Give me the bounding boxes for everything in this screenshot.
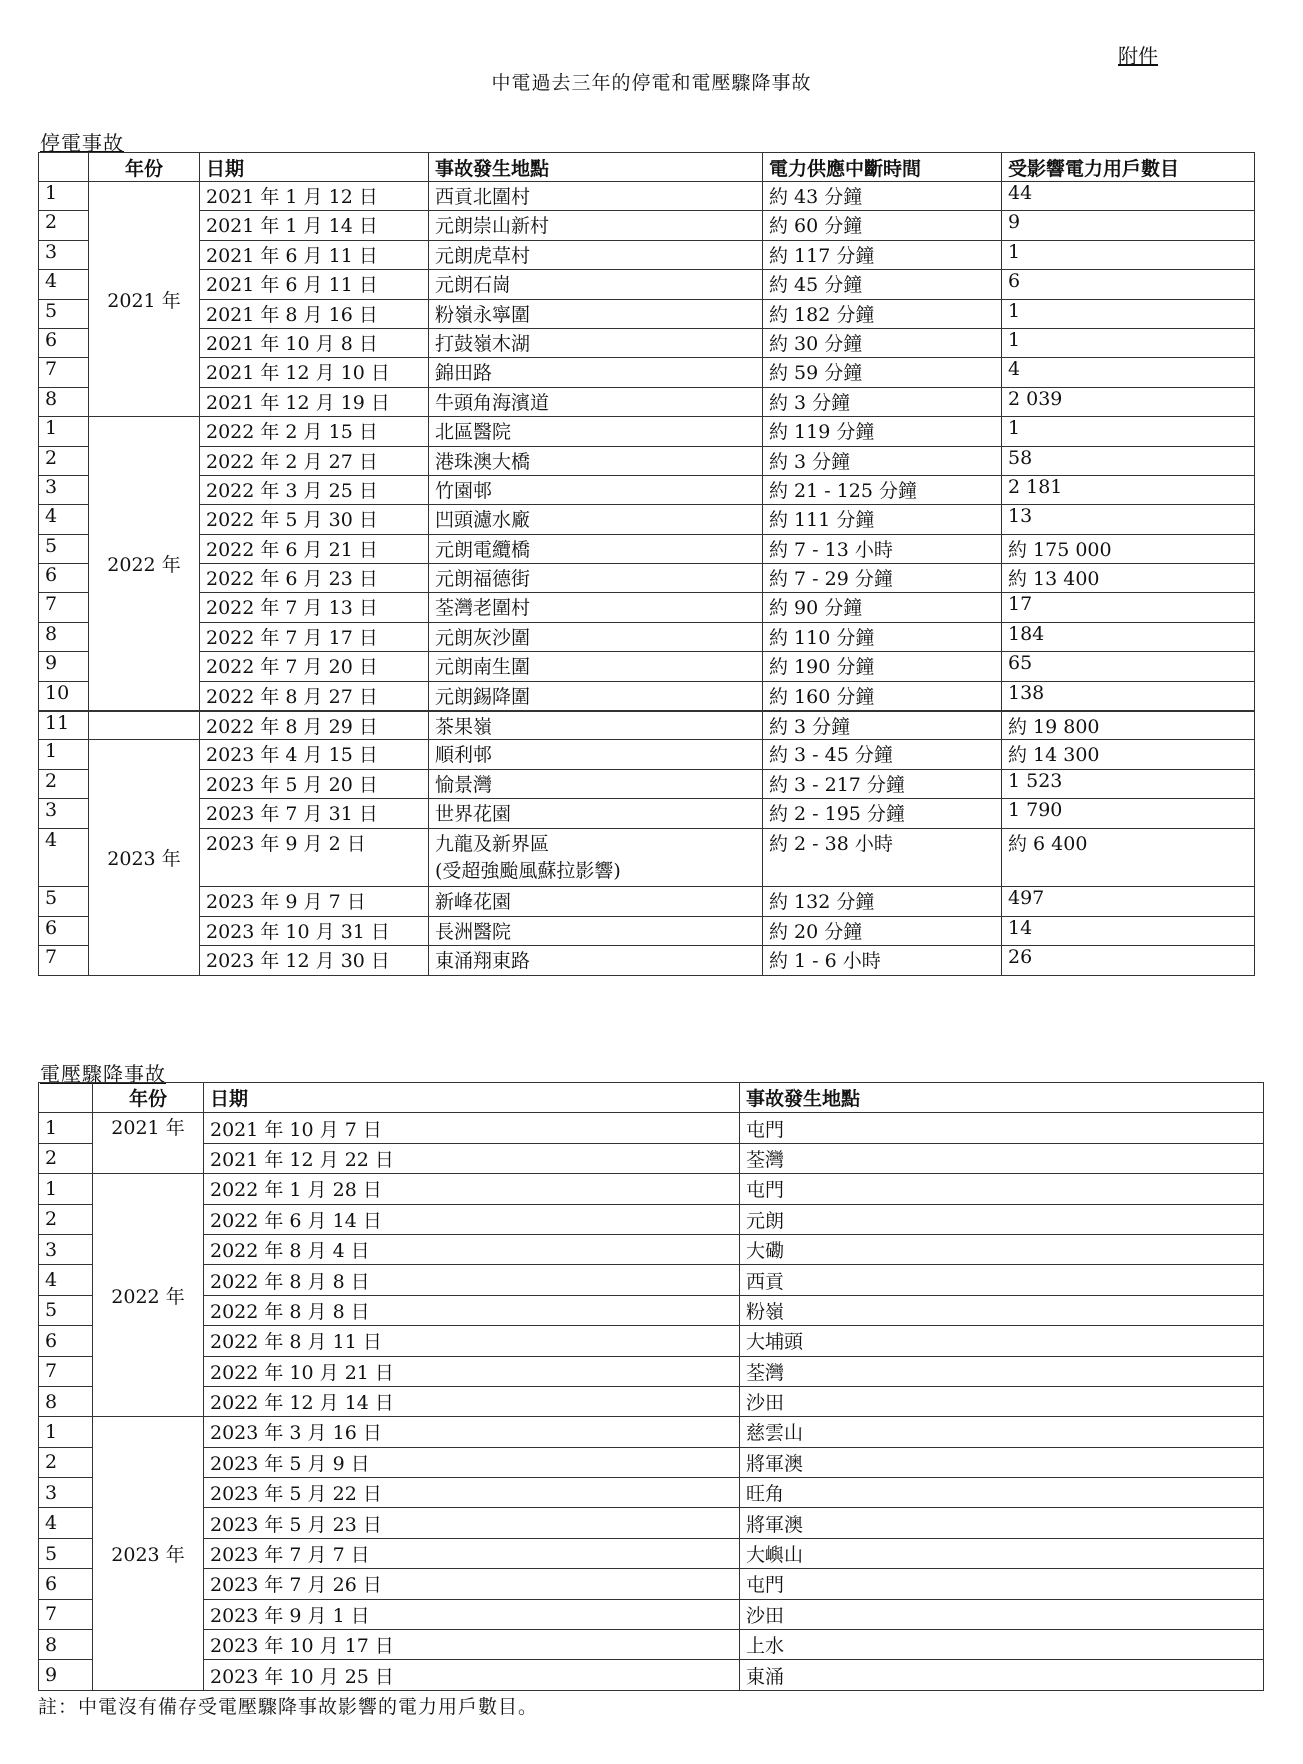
document-title: 中電過去三年的停電和電壓驟降事故 <box>491 72 812 94</box>
outage-year-cell: 2023 年 <box>89 740 200 975</box>
outage-location-text: 牛頭角海濱道 <box>435 391 550 414</box>
outage-location-text: 東涌翔東路 <box>435 950 531 973</box>
outage-location <box>429 328 763 357</box>
dip-row-number: 8 <box>39 1630 93 1660</box>
outage-row <box>39 681 1255 710</box>
outage-customers: 4 <box>1002 358 1255 387</box>
outage-location <box>429 593 763 622</box>
outage-section-title: 停電事故 <box>40 131 124 155</box>
outage-duration: 約 182 分鐘 <box>763 299 1002 328</box>
outage-row <box>39 358 1255 387</box>
outage-row-number: 1 <box>39 740 89 769</box>
dip-row <box>39 1447 1264 1477</box>
outage-customers: 26 <box>1002 946 1255 975</box>
outage-location <box>429 417 763 446</box>
dip-row <box>39 1599 1264 1629</box>
outage-location <box>429 916 763 945</box>
outage-row-number: 3 <box>39 240 89 269</box>
outage-date: 2022 年 7 月 17 日 <box>200 622 429 651</box>
outage-customers: 497 <box>1002 887 1255 916</box>
outage-row-number: 6 <box>39 564 89 593</box>
dip-date: 2022 年 8 月 8 日 <box>204 1295 740 1325</box>
outage-location <box>429 652 763 681</box>
outage-row-number: 1 <box>39 417 89 446</box>
outage-row <box>39 211 1255 240</box>
dip-date: 2023 年 3 月 16 日 <box>204 1417 740 1447</box>
outage-row-number: 6 <box>39 916 89 945</box>
outage-location-text: 港珠澳大橋 <box>435 450 531 473</box>
dip-row-number: 8 <box>39 1386 93 1416</box>
outage-duration: 約 3 - 217 分鐘 <box>763 769 1002 798</box>
outage-row <box>39 711 1255 740</box>
outage-duration: 約 190 分鐘 <box>763 652 1002 681</box>
outage-duration: 約 43 分鐘 <box>763 182 1002 211</box>
outage-row-number: 4 <box>39 270 89 299</box>
voltage-dip-table <box>38 1082 1264 1691</box>
outage-date: 2022 年 8 月 29 日 <box>200 711 429 740</box>
outage-date: 2023 年 9 月 7 日 <box>200 887 429 916</box>
outage-location <box>429 534 763 563</box>
outage-date: 2022 年 8 月 27 日 <box>200 681 429 710</box>
dip-date: 2022 年 12 月 14 日 <box>204 1386 740 1416</box>
outage-customers: 44 <box>1002 182 1255 211</box>
outage-date: 2021 年 8 月 16 日 <box>200 299 429 328</box>
outage-row <box>39 387 1255 416</box>
outage-location <box>429 887 763 916</box>
outage-row <box>39 799 1255 828</box>
dip-location: 將軍澳 <box>740 1508 1264 1538</box>
dip-row-number: 3 <box>39 1234 93 1264</box>
outage-row-number: 9 <box>39 652 89 681</box>
dip-row <box>39 1234 1264 1264</box>
dip-row <box>39 1295 1264 1325</box>
outage-row-number: 8 <box>39 387 89 416</box>
outage-row-number: 6 <box>39 328 89 357</box>
outage-date: 2023 年 5 月 20 日 <box>200 769 429 798</box>
outage-location-text: 粉嶺永寧圍 <box>435 303 531 326</box>
outage-row <box>39 564 1255 593</box>
dip-row-number: 3 <box>39 1478 93 1508</box>
outage-location-text: 世界花園 <box>435 803 512 826</box>
outage-date: 2023 年 4 月 15 日 <box>200 740 429 769</box>
outage-location-text: 元朗虎草村 <box>435 244 531 267</box>
dip-row <box>39 1174 1264 1204</box>
outage-location <box>429 358 763 387</box>
outage-row-number: 1 <box>39 182 89 211</box>
dip-row <box>39 1204 1264 1234</box>
dip-row <box>39 1508 1264 1538</box>
outage-location-text: 順利邨 <box>435 744 493 767</box>
outage-duration: 約 59 分鐘 <box>763 358 1002 387</box>
outage-customers: 1 <box>1002 240 1255 269</box>
dip-location: 元朗 <box>740 1204 1264 1234</box>
outage-location <box>429 299 763 328</box>
outage-duration: 約 30 分鐘 <box>763 328 1002 357</box>
outage-location-text: 凹頭濾水廠 <box>435 509 531 532</box>
footnote: 註：中電沒有備存受電壓驟降事故影響的電力用戶數目。 <box>38 1696 539 1718</box>
outage-customers: 65 <box>1002 652 1255 681</box>
outage-row <box>39 299 1255 328</box>
dip-row-number: 4 <box>39 1265 93 1295</box>
dip-header-year: 年份 <box>93 1083 204 1113</box>
dip-location: 大磡 <box>740 1234 1264 1264</box>
outage-date: 2022 年 6 月 21 日 <box>200 534 429 563</box>
dip-row <box>39 1113 1264 1143</box>
outage-date: 2021 年 6 月 11 日 <box>200 240 429 269</box>
dip-date: 2022 年 8 月 4 日 <box>204 1234 740 1264</box>
outage-table <box>38 152 1255 976</box>
dip-row-number: 2 <box>39 1204 93 1234</box>
outage-customers: 1 790 <box>1002 799 1255 828</box>
outage-location-text: 元朗石崗 <box>435 274 512 297</box>
dip-date: 2023 年 9 月 1 日 <box>204 1599 740 1629</box>
outage-location <box>429 387 763 416</box>
outage-row-number: 3 <box>39 799 89 828</box>
outage-date: 2022 年 7 月 20 日 <box>200 652 429 681</box>
outage-row <box>39 446 1255 475</box>
dip-row-number: 4 <box>39 1508 93 1538</box>
outage-row-number: 7 <box>39 946 89 975</box>
outage-location <box>429 475 763 504</box>
outage-row <box>39 622 1255 651</box>
outage-location-text: 元朗錫降圍 <box>435 685 531 708</box>
dip-row-number: 5 <box>39 1538 93 1568</box>
dip-row <box>39 1386 1264 1416</box>
outage-row <box>39 593 1255 622</box>
outage-date: 2023 年 10 月 31 日 <box>200 916 429 945</box>
dip-header-date: 日期 <box>204 1083 740 1113</box>
outage-customers: 2 039 <box>1002 387 1255 416</box>
outage-row <box>39 652 1255 681</box>
outage-year-cell <box>89 711 200 740</box>
dip-row-number: 1 <box>39 1113 93 1143</box>
outage-location <box>429 799 763 828</box>
outage-duration: 約 117 分鐘 <box>763 240 1002 269</box>
outage-row-number: 5 <box>39 887 89 916</box>
outage-customers: 1 <box>1002 299 1255 328</box>
dip-date: 2022 年 6 月 14 日 <box>204 1204 740 1234</box>
outage-date: 2022 年 6 月 23 日 <box>200 564 429 593</box>
dip-location: 屯門 <box>740 1113 1264 1143</box>
outage-date: 2022 年 2 月 15 日 <box>200 417 429 446</box>
outage-row-number: 2 <box>39 211 89 240</box>
outage-location-text: 愉景灣 <box>435 773 493 796</box>
outage-location-text: 元朗灰沙圍 <box>435 626 531 649</box>
dip-date: 2023 年 10 月 17 日 <box>204 1630 740 1660</box>
outage-location <box>429 564 763 593</box>
dip-header-no <box>39 1083 93 1113</box>
dip-location: 西貢 <box>740 1265 1264 1295</box>
voltage-dip-section-title: 電壓驟降事故 <box>40 1062 166 1086</box>
outage-row-number: 10 <box>39 681 89 710</box>
outage-location <box>429 946 763 975</box>
outage-row <box>39 946 1255 975</box>
annex-label: 附件 <box>1118 44 1158 68</box>
dip-row-number: 5 <box>39 1295 93 1325</box>
outage-date: 2022 年 2 月 27 日 <box>200 446 429 475</box>
dip-row <box>39 1630 1264 1660</box>
dip-row-number: 7 <box>39 1599 93 1629</box>
outage-row-number: 4 <box>39 828 89 887</box>
outage-location <box>429 681 763 710</box>
outage-year-cell: 2022 年 <box>89 417 200 711</box>
outage-location-text: 元朗電纜橋 <box>435 538 531 561</box>
dip-row-number: 9 <box>39 1660 93 1690</box>
dip-row-number: 2 <box>39 1447 93 1477</box>
dip-location: 東涌 <box>740 1660 1264 1690</box>
outage-row <box>39 417 1255 446</box>
outage-row-number: 2 <box>39 769 89 798</box>
outage-row <box>39 182 1255 211</box>
outage-location <box>429 622 763 651</box>
outage-duration: 約 7 - 13 小時 <box>763 534 1002 563</box>
dip-location: 荃灣 <box>740 1356 1264 1386</box>
outage-date: 2021 年 1 月 12 日 <box>200 182 429 211</box>
outage-customers: 約 14 300 <box>1002 740 1255 769</box>
outage-customers: 2 181 <box>1002 475 1255 504</box>
dip-location: 沙田 <box>740 1386 1264 1416</box>
outage-duration: 約 60 分鐘 <box>763 211 1002 240</box>
dip-row <box>39 1569 1264 1599</box>
dip-row <box>39 1660 1264 1690</box>
dip-date: 2021 年 12 月 22 日 <box>204 1143 740 1173</box>
outage-location-text: 荃灣老圍村 <box>435 597 531 620</box>
outage-duration: 約 132 分鐘 <box>763 887 1002 916</box>
dip-row <box>39 1326 1264 1356</box>
outage-duration: 約 3 - 45 分鐘 <box>763 740 1002 769</box>
outage-row-number: 5 <box>39 299 89 328</box>
outage-duration: 約 20 分鐘 <box>763 916 1002 945</box>
outage-row <box>39 887 1255 916</box>
outage-date: 2021 年 1 月 14 日 <box>200 211 429 240</box>
outage-row-number: 7 <box>39 358 89 387</box>
outage-duration: 約 21 - 125 分鐘 <box>763 475 1002 504</box>
dip-location: 屯門 <box>740 1174 1264 1204</box>
dip-year-cell: 2023 年 <box>93 1417 204 1691</box>
dip-location: 上水 <box>740 1630 1264 1660</box>
outage-duration: 約 3 分鐘 <box>763 387 1002 416</box>
outage-duration: 約 119 分鐘 <box>763 417 1002 446</box>
dip-location: 粉嶺 <box>740 1295 1264 1325</box>
outage-location-text: 九龍及新界區 <box>435 832 550 855</box>
outage-customers: 6 <box>1002 270 1255 299</box>
outage-customers: 約 13 400 <box>1002 564 1255 593</box>
outage-location-text: 北區醫院 <box>435 421 512 444</box>
dip-year-cell: 2021 年 <box>93 1113 204 1174</box>
outage-date: 2021 年 6 月 11 日 <box>200 270 429 299</box>
dip-header-location: 事故發生地點 <box>740 1083 1264 1113</box>
outage-duration: 約 110 分鐘 <box>763 622 1002 651</box>
dip-row-number: 2 <box>39 1143 93 1173</box>
outage-customers: 58 <box>1002 446 1255 475</box>
outage-location <box>429 240 763 269</box>
dip-row <box>39 1143 1264 1173</box>
outage-row <box>39 270 1255 299</box>
dip-row-number: 6 <box>39 1569 93 1599</box>
dip-location: 大嶼山 <box>740 1538 1264 1568</box>
outage-duration: 約 3 分鐘 <box>763 711 1002 740</box>
outage-row-number: 4 <box>39 505 89 534</box>
dip-date: 2021 年 10 月 7 日 <box>204 1113 740 1143</box>
outage-row <box>39 240 1255 269</box>
outage-year-cell: 2021 年 <box>89 182 200 417</box>
dip-row-number: 1 <box>39 1174 93 1204</box>
outage-row <box>39 475 1255 504</box>
dip-location: 旺角 <box>740 1478 1264 1508</box>
outage-location <box>429 828 763 887</box>
outage-location <box>429 711 763 740</box>
outage-duration: 約 111 分鐘 <box>763 505 1002 534</box>
outage-date: 2023 年 12 月 30 日 <box>200 946 429 975</box>
dip-date: 2023 年 10 月 25 日 <box>204 1660 740 1690</box>
outage-row <box>39 740 1255 769</box>
dip-date: 2023 年 5 月 23 日 <box>204 1508 740 1538</box>
outage-customers: 約 175 000 <box>1002 534 1255 563</box>
dip-date: 2022 年 1 月 28 日 <box>204 1174 740 1204</box>
outage-duration: 約 2 - 38 小時 <box>763 828 1002 887</box>
outage-location-text: 西貢北圍村 <box>435 186 531 208</box>
outage-date: 2022 年 5 月 30 日 <box>200 505 429 534</box>
outage-row-number: 7 <box>39 593 89 622</box>
outage-customers: 9 <box>1002 211 1255 240</box>
outage-location-text: 打鼓嶺木湖 <box>435 332 531 355</box>
dip-row <box>39 1478 1264 1508</box>
outage-header-row <box>39 153 1255 182</box>
dip-location: 沙田 <box>740 1599 1264 1629</box>
outage-header-duration: 電力供應中斷時間 <box>763 153 1002 182</box>
outage-location-text: 新峰花園 <box>435 891 512 914</box>
dip-date: 2023 年 5 月 9 日 <box>204 1447 740 1477</box>
outage-customers: 13 <box>1002 505 1255 534</box>
outage-location <box>429 182 763 211</box>
outage-date: 2022 年 7 月 13 日 <box>200 593 429 622</box>
outage-location-text: 元朗南生圍 <box>435 656 531 679</box>
dip-row <box>39 1417 1264 1447</box>
outage-duration: 約 90 分鐘 <box>763 593 1002 622</box>
outage-location-text: 長洲醫院 <box>435 920 512 943</box>
outage-location <box>429 270 763 299</box>
outage-location-text: 元朗崇山新村 <box>435 215 550 238</box>
outage-row-number: 11 <box>39 711 89 740</box>
outage-customers: 1 523 <box>1002 769 1255 798</box>
outage-location <box>429 505 763 534</box>
outage-row-number: 3 <box>39 475 89 504</box>
outage-location <box>429 446 763 475</box>
dip-date: 2023 年 7 月 7 日 <box>204 1538 740 1568</box>
outage-date: 2021 年 12 月 10 日 <box>200 358 429 387</box>
outage-customers: 17 <box>1002 593 1255 622</box>
outage-location-text: 錦田路 <box>435 362 493 385</box>
outage-customers: 約 6 400 <box>1002 828 1255 887</box>
outage-header-customers: 受影響電力用戶數目 <box>1002 153 1255 182</box>
outage-date: 2023 年 9 月 2 日 <box>200 828 429 887</box>
dip-row <box>39 1356 1264 1386</box>
dip-date: 2023 年 5 月 22 日 <box>204 1478 740 1508</box>
dip-year-cell: 2022 年 <box>93 1174 204 1417</box>
outage-customers: 138 <box>1002 681 1255 710</box>
outage-location-text: 元朗福德街 <box>435 568 531 591</box>
outage-header-date: 日期 <box>200 153 429 182</box>
dip-date: 2022 年 8 月 11 日 <box>204 1326 740 1356</box>
outage-date: 2023 年 7 月 31 日 <box>200 799 429 828</box>
outage-duration: 約 160 分鐘 <box>763 681 1002 710</box>
dip-header-row <box>39 1083 1264 1113</box>
dip-location: 屯門 <box>740 1569 1264 1599</box>
outage-row <box>39 505 1255 534</box>
outage-row <box>39 769 1255 798</box>
dip-date: 2022 年 10 月 21 日 <box>204 1356 740 1386</box>
outage-date: 2022 年 3 月 25 日 <box>200 475 429 504</box>
outage-duration: 約 1 - 6 小時 <box>763 946 1002 975</box>
dip-row-number: 6 <box>39 1326 93 1356</box>
outage-location-text: 竹園邨 <box>435 479 493 502</box>
outage-header-year: 年份 <box>89 153 200 182</box>
dip-row-number: 7 <box>39 1356 93 1386</box>
dip-row <box>39 1265 1264 1295</box>
outage-row-number: 8 <box>39 622 89 651</box>
dip-date: 2022 年 8 月 8 日 <box>204 1265 740 1295</box>
dip-row-number: 1 <box>39 1417 93 1447</box>
outage-customers: 約 19 800 <box>1002 711 1255 740</box>
outage-location-text: 茶果嶺 <box>435 715 493 738</box>
dip-row <box>39 1538 1264 1568</box>
outage-duration: 約 45 分鐘 <box>763 270 1002 299</box>
outage-duration: 約 2 - 195 分鐘 <box>763 799 1002 828</box>
outage-customers: 14 <box>1002 916 1255 945</box>
outage-location <box>429 769 763 798</box>
outage-customers: 1 <box>1002 328 1255 357</box>
dip-location: 將軍澳 <box>740 1447 1264 1477</box>
outage-header-no <box>39 153 89 182</box>
outage-location <box>429 211 763 240</box>
dip-location: 大埔頭 <box>740 1326 1264 1356</box>
dip-date: 2023 年 7 月 26 日 <box>204 1569 740 1599</box>
outage-row <box>39 828 1255 887</box>
outage-date: 2021 年 12 月 19 日 <box>200 387 429 416</box>
dip-location: 慈雲山 <box>740 1417 1264 1447</box>
outage-customers: 184 <box>1002 622 1255 651</box>
outage-row-number: 2 <box>39 446 89 475</box>
outage-location-note: (受超強颱風蘇拉影響) <box>435 859 621 882</box>
outage-row <box>39 916 1255 945</box>
outage-customers: 1 <box>1002 417 1255 446</box>
dip-location: 荃灣 <box>740 1143 1264 1173</box>
outage-duration: 約 3 分鐘 <box>763 446 1002 475</box>
outage-row <box>39 534 1255 563</box>
outage-row-number: 5 <box>39 534 89 563</box>
outage-date: 2021 年 10 月 8 日 <box>200 328 429 357</box>
outage-duration: 約 7 - 29 分鐘 <box>763 564 1002 593</box>
outage-header-location: 事故發生地點 <box>429 153 763 182</box>
outage-row <box>39 328 1255 357</box>
outage-location <box>429 740 763 769</box>
